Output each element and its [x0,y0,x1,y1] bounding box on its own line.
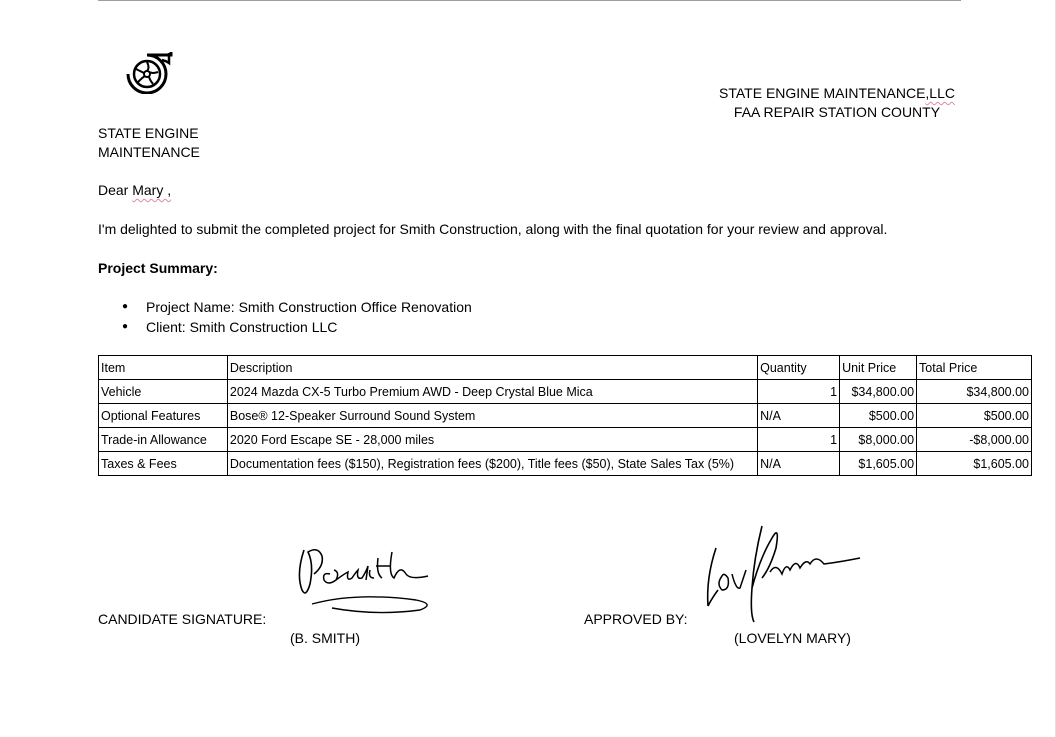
table-row [99,404,1032,428]
list-item: ● Project Name: Smith Construction Office Renovation [98,297,472,317]
greeting-prefix: Dear [98,182,133,198]
cell-quantity: N/A [758,404,840,428]
cell-item: Vehicle [99,380,228,404]
cell-total-price: $34,800.00 [917,380,1032,404]
cell-quantity: 1 [758,428,840,452]
cell-description: Documentation fees ($150), Registration fees ($200), Title fees ($50), State Sales Tax (5%) [227,452,757,476]
table-row [99,380,1032,404]
turbo-fan-icon [124,48,174,94]
recipient-company-name-main: STATE ENGINE MAINTENANCE [719,85,926,101]
column-header-item: Item [99,356,228,380]
table-row [99,452,1032,476]
cell-total-price: $1,605.00 [917,452,1032,476]
table-row [99,428,1032,452]
greeting-name[interactable]: Mary , [132,182,172,198]
project-summary-heading: Project Summary: [98,260,218,276]
cell-quantity: 1 [758,380,840,404]
recipient-company-block [690,84,984,122]
list-item: ● Client: Smith Construction LLC [98,317,472,337]
cell-description: Bose® 12-Speaker Surround Sound System [227,404,757,428]
sender-company-line1: STATE ENGINE [98,125,199,141]
cell-unit-price: $8,000.00 [840,428,917,452]
cell-description: 2020 Ford Escape SE - 28,000 miles [227,428,757,452]
column-header-total-price: Total Price [917,356,1032,380]
cell-description: 2024 Mazda CX-5 Turbo Premium AWD - Deep Crystal Blue Mica [227,380,757,404]
cell-unit-price: $500.00 [840,404,917,428]
cell-unit-price: $1,605.00 [840,452,917,476]
project-summary-list [98,297,472,337]
approver-signature-label: APPROVED BY: [584,611,688,627]
sender-company-name [98,124,200,162]
cell-total-price: -$8,000.00 [917,428,1032,452]
cell-quantity: N/A [758,452,840,476]
cell-item: Trade-in Allowance [99,428,228,452]
intro-paragraph: I'm delighted to submit the completed project for Smith Construction, along with the final quotation for your review and approval. [98,221,888,237]
recipient-company-subtitle: FAA REPAIR STATION COUNTY [733,104,941,120]
recipient-company-name [690,84,984,103]
candidate-signature-label: CANDIDATE SIGNATURE: [98,611,267,627]
candidate-signature-image [296,544,441,623]
sender-company-line2: MAINTENANCE [98,144,200,160]
table-header-row [99,356,1032,380]
column-header-unit-price: Unit Price [840,356,917,380]
cell-unit-price: $34,800.00 [840,380,917,404]
quotation-table [98,355,1032,476]
cell-item: Optional Features [99,404,228,428]
approver-signature-image [700,518,868,629]
approver-printed-name: (LOVELYN MARY) [734,630,851,646]
column-header-quantity: Quantity [758,356,840,380]
column-header-description: Description [227,356,757,380]
candidate-printed-name: (B. SMITH) [290,630,360,646]
greeting [98,181,171,200]
page-top-rule [98,0,961,1]
cell-total-price: $500.00 [917,404,1032,428]
cell-item: Taxes & Fees [99,452,228,476]
spellcheck-flagged-suffix[interactable]: ,LLC [925,85,955,101]
